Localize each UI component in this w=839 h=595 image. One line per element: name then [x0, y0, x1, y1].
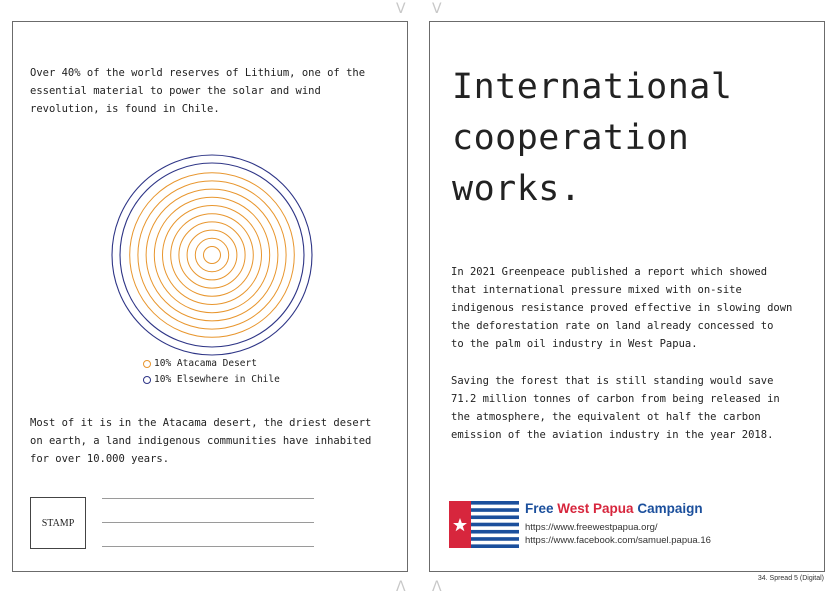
- website-link[interactable]: https://www.freewestpapua.org/: [525, 522, 658, 533]
- ring-atacama: [195, 238, 228, 271]
- report-paragraph: In 2021 Greenpeace published a report which showed that international pressure mixed with on-site indigenous resistance proved effective in slowing down the deforestation rate on land already concessed to to the palm oil industry in West Papua.: [451, 266, 793, 350]
- left-page: [12, 21, 408, 572]
- ring-atacama: [171, 214, 254, 297]
- address-line: [102, 522, 314, 523]
- ring-atacama: [187, 230, 237, 280]
- crop-mark-bottom-left: Λ: [396, 579, 406, 595]
- campaign-title: [525, 501, 703, 516]
- stamp-box: [30, 497, 86, 549]
- campaign-title-part3: Campaign: [633, 501, 703, 516]
- desert-paragraph: Most of it is in the Atacama desert, the driest desert on earth, a land indigenous communities have inhabited for over 10.000 years.: [30, 417, 372, 465]
- crop-mark-top-right: V: [432, 1, 442, 17]
- intro-paragraph: Over 40% of the world reserves of Lithium, one of the essential material to power the solar and wind revolution, is found in Chile.: [30, 67, 366, 115]
- lithium-rings-chart: [109, 152, 315, 358]
- stamp-label: STAMP: [41, 517, 75, 529]
- ring-atacama: [154, 197, 269, 312]
- ring-atacama: [179, 222, 245, 288]
- address-line: [102, 546, 314, 547]
- ring-atacama: [204, 247, 221, 264]
- forest-paragraph: Saving the forest that is still standing would save 71.2 million tonnes of carbon from being released in the atmosphere, the equivalent ot half the carbon emission of the aviation industry in the year 2018.: [451, 375, 780, 441]
- legend-item-atacama: [143, 358, 257, 369]
- legend-label-elsewhere: 10% Elsewhere in Chile: [154, 374, 280, 385]
- facebook-link[interactable]: https://www.facebook.com/samuel.papua.16: [525, 535, 711, 546]
- crop-mark-top-left: V: [396, 1, 406, 17]
- morning-star-flag-icon: [449, 501, 519, 548]
- ring-elsewhere: [112, 155, 312, 355]
- address-line: [102, 498, 314, 499]
- crop-mark-bottom-right: Λ: [432, 579, 442, 595]
- ring-atacama: [138, 181, 286, 329]
- legend-swatch-navy-icon: [143, 376, 151, 384]
- ring-atacama: [163, 206, 262, 305]
- ring-atacama: [146, 189, 278, 321]
- legend-label-atacama: 10% Atacama Desert: [154, 358, 257, 369]
- right-page: [429, 21, 825, 572]
- spread-label: 34. Spread 5 (Digital): [757, 575, 824, 582]
- ring-elsewhere: [120, 163, 304, 347]
- headline: International cooperation works.: [452, 67, 733, 209]
- campaign-title-part2: West Papua: [557, 501, 634, 516]
- campaign-title-part1: Free: [525, 501, 558, 516]
- legend-swatch-orange-icon: [143, 360, 151, 368]
- legend-item-elsewhere: [143, 374, 280, 385]
